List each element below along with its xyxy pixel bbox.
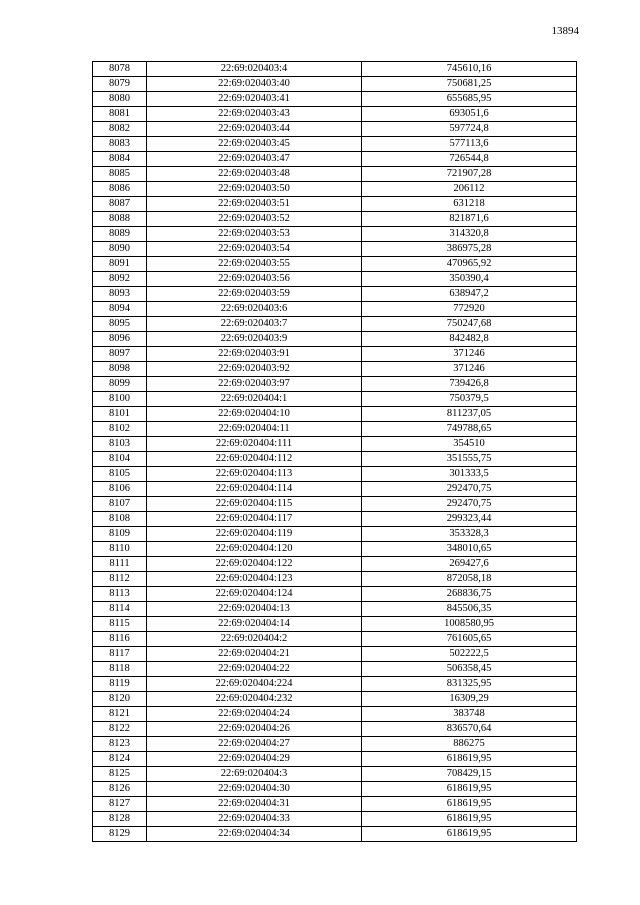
value: 726544,8 [362, 152, 577, 167]
data-table [92, 61, 577, 842]
value: 353328,3 [362, 527, 577, 542]
value: 638947,2 [362, 287, 577, 302]
row-number: 8091 [93, 257, 147, 272]
value: 749788,65 [362, 422, 577, 437]
value: 618619,95 [362, 752, 577, 767]
row-number: 8095 [93, 317, 147, 332]
table-row [93, 212, 577, 227]
cadastral-number: 22:69:020404:112 [147, 452, 362, 467]
cadastral-number: 22:69:020404:122 [147, 557, 362, 572]
cadastral-number: 22:69:020404:232 [147, 692, 362, 707]
page-number: 13894 [551, 25, 579, 37]
cadastral-number: 22:69:020404:224 [147, 677, 362, 692]
value: 301333,5 [362, 467, 577, 482]
table-row [93, 617, 577, 632]
row-number: 8106 [93, 482, 147, 497]
table-row [93, 572, 577, 587]
table-row [93, 602, 577, 617]
table-row [93, 542, 577, 557]
row-number: 8121 [93, 707, 147, 722]
cadastral-number: 22:69:020404:33 [147, 812, 362, 827]
value: 693051,6 [362, 107, 577, 122]
table-row [93, 182, 577, 197]
value: 268836,75 [362, 587, 577, 602]
value: 618619,95 [362, 782, 577, 797]
cadastral-number: 22:69:020403:50 [147, 182, 362, 197]
table-row [93, 152, 577, 167]
row-number: 8098 [93, 362, 147, 377]
cadastral-number: 22:69:020403:4 [147, 62, 362, 77]
table-row [93, 197, 577, 212]
cadastral-number: 22:69:020403:91 [147, 347, 362, 362]
row-number: 8100 [93, 392, 147, 407]
value: 618619,95 [362, 827, 577, 842]
table-row [93, 347, 577, 362]
table-row [93, 722, 577, 737]
value: 354510 [362, 437, 577, 452]
cadastral-number: 22:69:020403:92 [147, 362, 362, 377]
row-number: 8110 [93, 542, 147, 557]
cadastral-number: 22:69:020404:1 [147, 392, 362, 407]
row-number: 8108 [93, 512, 147, 527]
table-row [93, 62, 577, 77]
cadastral-number: 22:69:020404:10 [147, 407, 362, 422]
value: 383748 [362, 707, 577, 722]
value: 631218 [362, 197, 577, 212]
row-number: 8079 [93, 77, 147, 92]
value: 371246 [362, 362, 577, 377]
cadastral-number: 22:69:020404:124 [147, 587, 362, 602]
table-row [93, 482, 577, 497]
table-body [93, 62, 577, 842]
value: 350390,4 [362, 272, 577, 287]
table-row [93, 332, 577, 347]
value: 618619,95 [362, 812, 577, 827]
table-row [93, 527, 577, 542]
value: 842482,8 [362, 332, 577, 347]
value: 351555,75 [362, 452, 577, 467]
table-row [93, 422, 577, 437]
cadastral-number: 22:69:020404:114 [147, 482, 362, 497]
value: 831325,95 [362, 677, 577, 692]
cadastral-number: 22:69:020404:34 [147, 827, 362, 842]
row-number: 8084 [93, 152, 147, 167]
row-number: 8081 [93, 107, 147, 122]
row-number: 8083 [93, 137, 147, 152]
table-row [93, 302, 577, 317]
cadastral-number: 22:69:020404:30 [147, 782, 362, 797]
value: 761605,65 [362, 632, 577, 647]
table-row [93, 377, 577, 392]
cadastral-number: 22:69:020403:52 [147, 212, 362, 227]
cadastral-number: 22:69:020403:51 [147, 197, 362, 212]
row-number: 8129 [93, 827, 147, 842]
row-number: 8086 [93, 182, 147, 197]
cadastral-number: 22:69:020403:48 [147, 167, 362, 182]
value: 206112 [362, 182, 577, 197]
row-number: 8087 [93, 197, 147, 212]
row-number: 8124 [93, 752, 147, 767]
table-row [93, 707, 577, 722]
row-number: 8097 [93, 347, 147, 362]
row-number: 8119 [93, 677, 147, 692]
row-number: 8107 [93, 497, 147, 512]
cadastral-number: 22:69:020404:31 [147, 797, 362, 812]
row-number: 8113 [93, 587, 147, 602]
value: 739426,8 [362, 377, 577, 392]
table-row [93, 92, 577, 107]
table-row [93, 122, 577, 137]
table-row [93, 452, 577, 467]
row-number: 8109 [93, 527, 147, 542]
table-row [93, 737, 577, 752]
row-number: 8101 [93, 407, 147, 422]
table-row [93, 227, 577, 242]
table-row [93, 497, 577, 512]
table-row [93, 692, 577, 707]
cadastral-number: 22:69:020403:43 [147, 107, 362, 122]
value: 886275 [362, 737, 577, 752]
cadastral-number: 22:69:020403:44 [147, 122, 362, 137]
cadastral-number: 22:69:020404:119 [147, 527, 362, 542]
value: 772920 [362, 302, 577, 317]
cadastral-number: 22:69:020403:53 [147, 227, 362, 242]
row-number: 8123 [93, 737, 147, 752]
table-row [93, 392, 577, 407]
table-row [93, 242, 577, 257]
value: 292470,75 [362, 497, 577, 512]
value: 502222,5 [362, 647, 577, 662]
table-row [93, 362, 577, 377]
row-number: 8085 [93, 167, 147, 182]
cadastral-number: 22:69:020403:41 [147, 92, 362, 107]
table-row [93, 272, 577, 287]
row-number: 8117 [93, 647, 147, 662]
cadastral-number: 22:69:020404:24 [147, 707, 362, 722]
cadastral-number: 22:69:020404:120 [147, 542, 362, 557]
value: 750247,68 [362, 317, 577, 332]
cadastral-number: 22:69:020403:45 [147, 137, 362, 152]
table-row [93, 767, 577, 782]
table-row [93, 752, 577, 767]
table-row [93, 662, 577, 677]
row-number: 8126 [93, 782, 147, 797]
cadastral-number: 22:69:020404:22 [147, 662, 362, 677]
cadastral-number: 22:69:020404:21 [147, 647, 362, 662]
cadastral-number: 22:69:020403:7 [147, 317, 362, 332]
value: 577113,6 [362, 137, 577, 152]
row-number: 8080 [93, 92, 147, 107]
value: 750379,5 [362, 392, 577, 407]
row-number: 8105 [93, 467, 147, 482]
cadastral-number: 22:69:020403:47 [147, 152, 362, 167]
cadastral-number: 22:69:020404:11 [147, 422, 362, 437]
value: 386975,28 [362, 242, 577, 257]
value: 506358,45 [362, 662, 577, 677]
row-number: 8112 [93, 572, 147, 587]
row-number: 8114 [93, 602, 147, 617]
row-number: 8088 [93, 212, 147, 227]
table-row [93, 107, 577, 122]
cadastral-number: 22:69:020404:13 [147, 602, 362, 617]
cadastral-number: 22:69:020403:54 [147, 242, 362, 257]
row-number: 8092 [93, 272, 147, 287]
table-row [93, 782, 577, 797]
cadastral-number: 22:69:020403:56 [147, 272, 362, 287]
cadastral-number: 22:69:020404:123 [147, 572, 362, 587]
cadastral-number: 22:69:020403:59 [147, 287, 362, 302]
table-row [93, 437, 577, 452]
value: 708429,15 [362, 767, 577, 782]
row-number: 8122 [93, 722, 147, 737]
row-number: 8093 [93, 287, 147, 302]
row-number: 8118 [93, 662, 147, 677]
value: 1008580,95 [362, 617, 577, 632]
table-row [93, 647, 577, 662]
value: 821871,6 [362, 212, 577, 227]
cadastral-number: 22:69:020403:40 [147, 77, 362, 92]
row-number: 8128 [93, 812, 147, 827]
table-row [93, 137, 577, 152]
table-row [93, 557, 577, 572]
value: 750681,25 [362, 77, 577, 92]
cadastral-number: 22:69:020403:55 [147, 257, 362, 272]
cadastral-number: 22:69:020404:111 [147, 437, 362, 452]
table-row [93, 467, 577, 482]
table-row [93, 77, 577, 92]
row-number: 8082 [93, 122, 147, 137]
row-number: 8096 [93, 332, 147, 347]
value: 872058,18 [362, 572, 577, 587]
row-number: 8099 [93, 377, 147, 392]
value: 845506,35 [362, 602, 577, 617]
table-row [93, 512, 577, 527]
cadastral-number: 22:69:020404:2 [147, 632, 362, 647]
row-number: 8116 [93, 632, 147, 647]
value: 745610,16 [362, 62, 577, 77]
table-row [93, 287, 577, 302]
cadastral-number: 22:69:020403:97 [147, 377, 362, 392]
row-number: 8089 [93, 227, 147, 242]
row-number: 8111 [93, 557, 147, 572]
value: 470965,92 [362, 257, 577, 272]
value: 618619,95 [362, 797, 577, 812]
value: 655685,95 [362, 92, 577, 107]
row-number: 8102 [93, 422, 147, 437]
value: 292470,75 [362, 482, 577, 497]
value: 836570,64 [362, 722, 577, 737]
cadastral-number: 22:69:020404:27 [147, 737, 362, 752]
table-row [93, 317, 577, 332]
row-number: 8104 [93, 452, 147, 467]
cadastral-number: 22:69:020404:115 [147, 497, 362, 512]
row-number: 8120 [93, 692, 147, 707]
value: 721907,28 [362, 167, 577, 182]
cadastral-number: 22:69:020404:14 [147, 617, 362, 632]
cadastral-number: 22:69:020404:113 [147, 467, 362, 482]
table-row [93, 827, 577, 842]
row-number: 8103 [93, 437, 147, 452]
value: 348010,65 [362, 542, 577, 557]
cadastral-number: 22:69:020404:29 [147, 752, 362, 767]
row-number: 8125 [93, 767, 147, 782]
row-number: 8127 [93, 797, 147, 812]
table-row [93, 257, 577, 272]
row-number: 8115 [93, 617, 147, 632]
value: 597724,8 [362, 122, 577, 137]
table-row [93, 587, 577, 602]
row-number: 8094 [93, 302, 147, 317]
value: 269427,6 [362, 557, 577, 572]
cadastral-number: 22:69:020404:3 [147, 767, 362, 782]
table-row [93, 677, 577, 692]
row-number: 8078 [93, 62, 147, 77]
value: 811237,05 [362, 407, 577, 422]
value: 299323,44 [362, 512, 577, 527]
table-row [93, 812, 577, 827]
cadastral-number: 22:69:020404:117 [147, 512, 362, 527]
cadastral-number: 22:69:020403:9 [147, 332, 362, 347]
cadastral-number: 22:69:020403:6 [147, 302, 362, 317]
table-row [93, 797, 577, 812]
value: 16309,29 [362, 692, 577, 707]
row-number: 8090 [93, 242, 147, 257]
cadastral-number: 22:69:020404:26 [147, 722, 362, 737]
value: 314320,8 [362, 227, 577, 242]
table-row [93, 167, 577, 182]
table-row [93, 632, 577, 647]
value: 371246 [362, 347, 577, 362]
table-row [93, 407, 577, 422]
